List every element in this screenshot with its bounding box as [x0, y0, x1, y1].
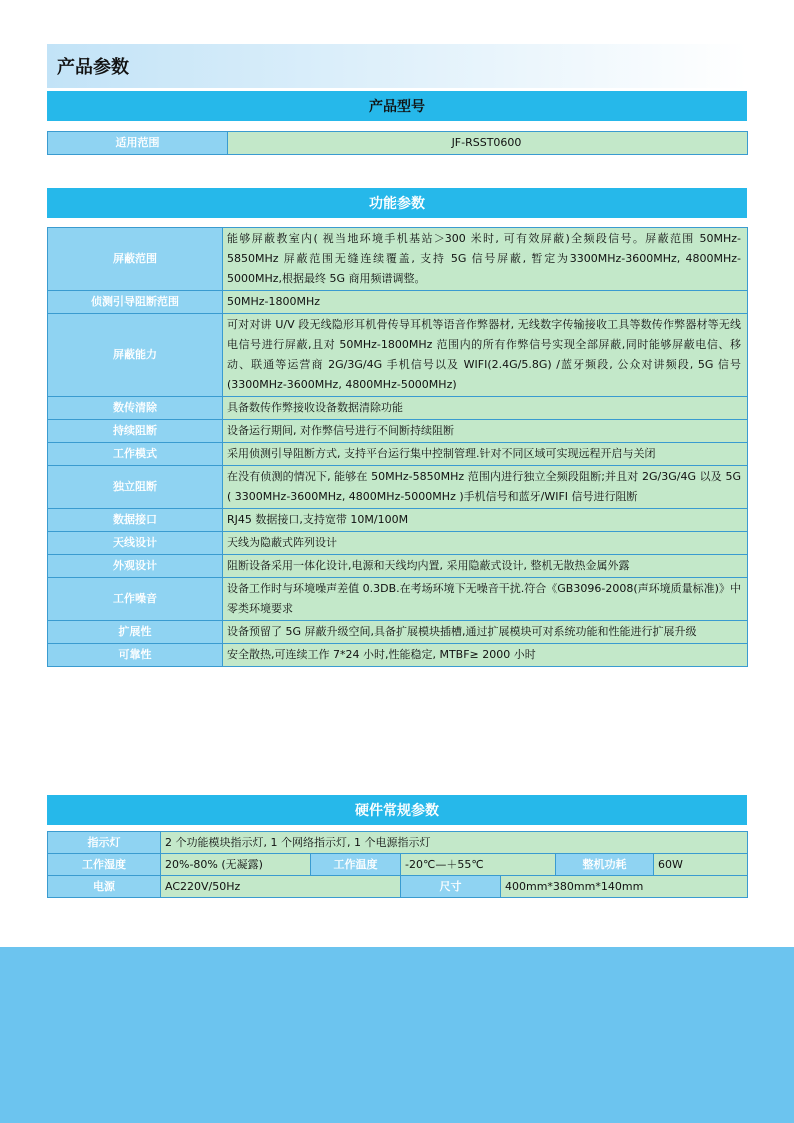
model-table	[47, 131, 748, 155]
table-row	[48, 644, 748, 667]
hardware-section-bar	[47, 795, 747, 825]
page-title: 产品参数	[57, 57, 129, 78]
table-row	[48, 443, 748, 466]
row-value: 安全散热,可连续工作 7*24 小时,性能稳定, MTBF≥ 2000 小时	[223, 644, 748, 667]
humidity-label: 工作湿度	[48, 854, 161, 876]
size-value: 400mm*380mm*140mm	[501, 876, 748, 898]
table-row	[48, 420, 748, 443]
row-label: 屏蔽范围	[48, 228, 223, 291]
table-row	[48, 555, 748, 578]
row-value: 50MHz-1800MHz	[223, 291, 748, 314]
humidity-value: 20%-80% (无凝露)	[161, 854, 311, 876]
row-label: 工作模式	[48, 443, 223, 466]
hardware-section-title: 硬件常规参数	[355, 803, 439, 819]
table-row	[48, 466, 748, 509]
function-table	[47, 227, 748, 667]
table-row	[48, 621, 748, 644]
model-section-title: 产品型号	[369, 99, 425, 115]
row-value: RJ45 数据接口,支持宽带 10M/100M	[223, 509, 748, 532]
table-row	[48, 291, 748, 314]
temperature-label: 工作温度	[311, 854, 401, 876]
row-value: 阻断设备采用一体化设计,电源和天线均内置, 采用隐蔽式设计, 整机无散热金属外露	[223, 555, 748, 578]
row-label: 数传清除	[48, 397, 223, 420]
row-value: 采用侦测引导阻断方式, 支持平台运行集中控制管理.针对不同区域可实现远程开启与关闭	[223, 443, 748, 466]
row-label: 持续阻断	[48, 420, 223, 443]
row-value: 可对对讲 U/V 段无线隐形耳机骨传导耳机等语音作弊器材, 无线数字传输接收工具等数传作弊器材等无线电信号进行屏蔽,且对 50MHz-1800MHz 范围内的所有作弊信号实现全部屏蔽,同时能够屏蔽电信、移动、联通等运营商 2G/3G/4G 手机信号以及 WIFI(2.4G/5.8G) /蓝牙频段, 公众对讲频段, 5G 信号(3300MHz-3600MHz, 4800MHz-5000MHz)	[223, 314, 748, 397]
power-consumption-value: 60W	[654, 854, 748, 876]
table-row	[48, 876, 748, 898]
row-value: 设备工作时与环境噪声差值 0.3DB.在考场环境下无噪音干扰.符合《GB3096-2008(声环境质量标准)》中零类环境要求	[223, 578, 748, 621]
hardware-table	[47, 831, 748, 898]
indicator-label: 指示灯	[48, 832, 161, 854]
size-label: 尺寸	[401, 876, 501, 898]
table-row	[48, 832, 748, 854]
power-value: AC220V/50Hz	[161, 876, 401, 898]
row-value: 具备数传作弊接收设备数据清除功能	[223, 397, 748, 420]
model-section-bar	[47, 91, 747, 121]
page-header	[47, 44, 747, 88]
row-label: 屏蔽能力	[48, 314, 223, 397]
row-label: 工作噪音	[48, 578, 223, 621]
row-label: 外观设计	[48, 555, 223, 578]
table-row	[48, 532, 748, 555]
function-section-bar	[47, 188, 747, 218]
power-label: 电源	[48, 876, 161, 898]
row-label: 独立阻断	[48, 466, 223, 509]
model-scope-label: 适用范围	[48, 132, 228, 155]
table-row	[48, 228, 748, 291]
row-label: 天线设计	[48, 532, 223, 555]
row-label: 扩展性	[48, 621, 223, 644]
table-row	[48, 509, 748, 532]
table-row	[48, 854, 748, 876]
footer-band	[0, 947, 794, 1123]
row-label: 数据接口	[48, 509, 223, 532]
table-row	[48, 397, 748, 420]
table-row	[48, 132, 748, 155]
row-value: 在没有侦测的情况下, 能够在 50MHz-5850MHz 范围内进行独立全频段阻断;并且对 2G/3G/4G 以及 5G ( 3300MHz-3600MHz, 4800MHz-5000MHz )手机信号和蓝牙/WIFI 信号进行阻断	[223, 466, 748, 509]
function-section-title: 功能参数	[369, 196, 425, 212]
table-row	[48, 314, 748, 397]
temperature-value: -20℃—＋55℃	[401, 854, 556, 876]
row-value: 设备运行期间, 对作弊信号进行不间断持续阻断	[223, 420, 748, 443]
row-value: 设备预留了 5G 屏蔽升级空间,具备扩展模块插槽,通过扩展模块可对系统功能和性能进行扩展升级	[223, 621, 748, 644]
table-row	[48, 578, 748, 621]
row-value: 天线为隐蔽式阵列设计	[223, 532, 748, 555]
row-value: 能够屏蔽教室内( 视当地环境手机基站＞300 米时, 可有效屏蔽)全频段信号。屏蔽范围 50MHz-5850MHz 屏蔽范围无缝连续覆盖, 支持 5G 信号屏蔽, 暂定为3300MHz-3600MHz, 4800MHz-5000MHz,根据最终 5G 商用频谱调整。	[223, 228, 748, 291]
row-label: 可靠性	[48, 644, 223, 667]
model-number-value: JF-RSST0600	[228, 132, 748, 155]
row-label: 侦测引导阻断范围	[48, 291, 223, 314]
power-consumption-label: 整机功耗	[556, 854, 654, 876]
indicator-value: 2 个功能模块指示灯, 1 个网络指示灯, 1 个电源指示灯	[161, 832, 748, 854]
